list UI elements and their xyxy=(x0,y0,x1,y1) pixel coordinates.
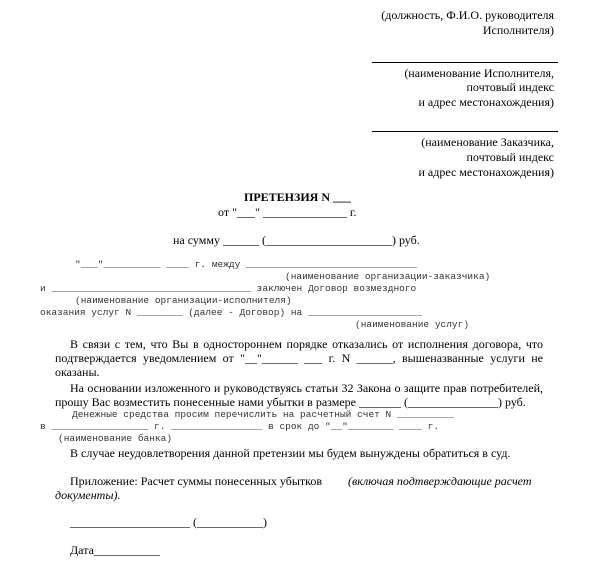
claim-sum-line: на сумму ______ (_____________________) руб. xyxy=(173,233,420,247)
customer-name-line[interactable] xyxy=(372,131,558,132)
bank-account-line: Денежные средства просим перечислить на расчетный счет N __________ xyxy=(72,409,454,420)
contract-date-line: "___"__________ ____ г. между ______________________________ xyxy=(75,259,418,270)
executor-org-caption: (наименование организации-исполнителя) xyxy=(75,295,292,306)
attachment-note-a: (включая подтверждающие расчет xyxy=(348,474,532,488)
contract-services-line: оказания услуг N ________ (далее - Договор) на ____________________ xyxy=(40,307,422,318)
addressee-executor-caption: Исполнителя) xyxy=(482,23,554,37)
claim-date-line: от "___" ______________ г. xyxy=(218,205,357,219)
paragraph-compensation: На основании изложенного и руководствуясь статьи 32 Закона о защите прав потребителей, прошу Вас возместить понесенные нами убытки в размере _______ (_______________) руб. xyxy=(55,381,543,409)
contract-executor-line: и ___________________________________ заключен Договор возмездного xyxy=(40,283,417,294)
executor-name-line[interactable] xyxy=(372,62,558,63)
customer-caption-3: и адрес местонахождения) xyxy=(418,165,554,179)
customer-org-caption: (наименование организации-заказчика) xyxy=(285,271,491,282)
services-caption: (наименование услуг) xyxy=(355,319,470,330)
date-line: Дата___________ xyxy=(70,543,160,557)
customer-caption-2: почтовый индекс xyxy=(466,150,554,164)
bank-deadline-line: в _________________ г. ________________ в срок до "__"________ ____ г. xyxy=(40,421,440,432)
attachment-note-b: документы). xyxy=(55,488,121,502)
executor-caption-3: и адрес местонахождения) xyxy=(418,95,554,109)
claim-title: ПРЕТЕНЗИЯ N ___ xyxy=(244,190,352,204)
signature-line: ____________________ (___________) xyxy=(70,515,267,529)
customer-caption-1: (наименование Заказчика, xyxy=(421,135,554,149)
executor-caption-1: (наименование Исполнителя, xyxy=(404,66,554,80)
paragraph-refusal: В связи с тем, что Вы в одностороннем порядке отказались от исполнения договора, что подтверждается уведомлением от "__"______ ___ г. N ______, вышеназванные услуги не оказаны. xyxy=(55,337,543,379)
executor-caption-2: почтовый индекс xyxy=(466,80,554,94)
addressee-position-caption: (должность, Ф.И.О. руководителя xyxy=(381,8,554,22)
attachment-label: Приложение: Расчет суммы понесенных убытков xyxy=(70,474,323,488)
bank-caption: (наименование банка) xyxy=(58,433,173,444)
paragraph-court: В случае неудовлетворения данной претензии мы будем вынуждены обратиться в суд. xyxy=(70,446,511,460)
